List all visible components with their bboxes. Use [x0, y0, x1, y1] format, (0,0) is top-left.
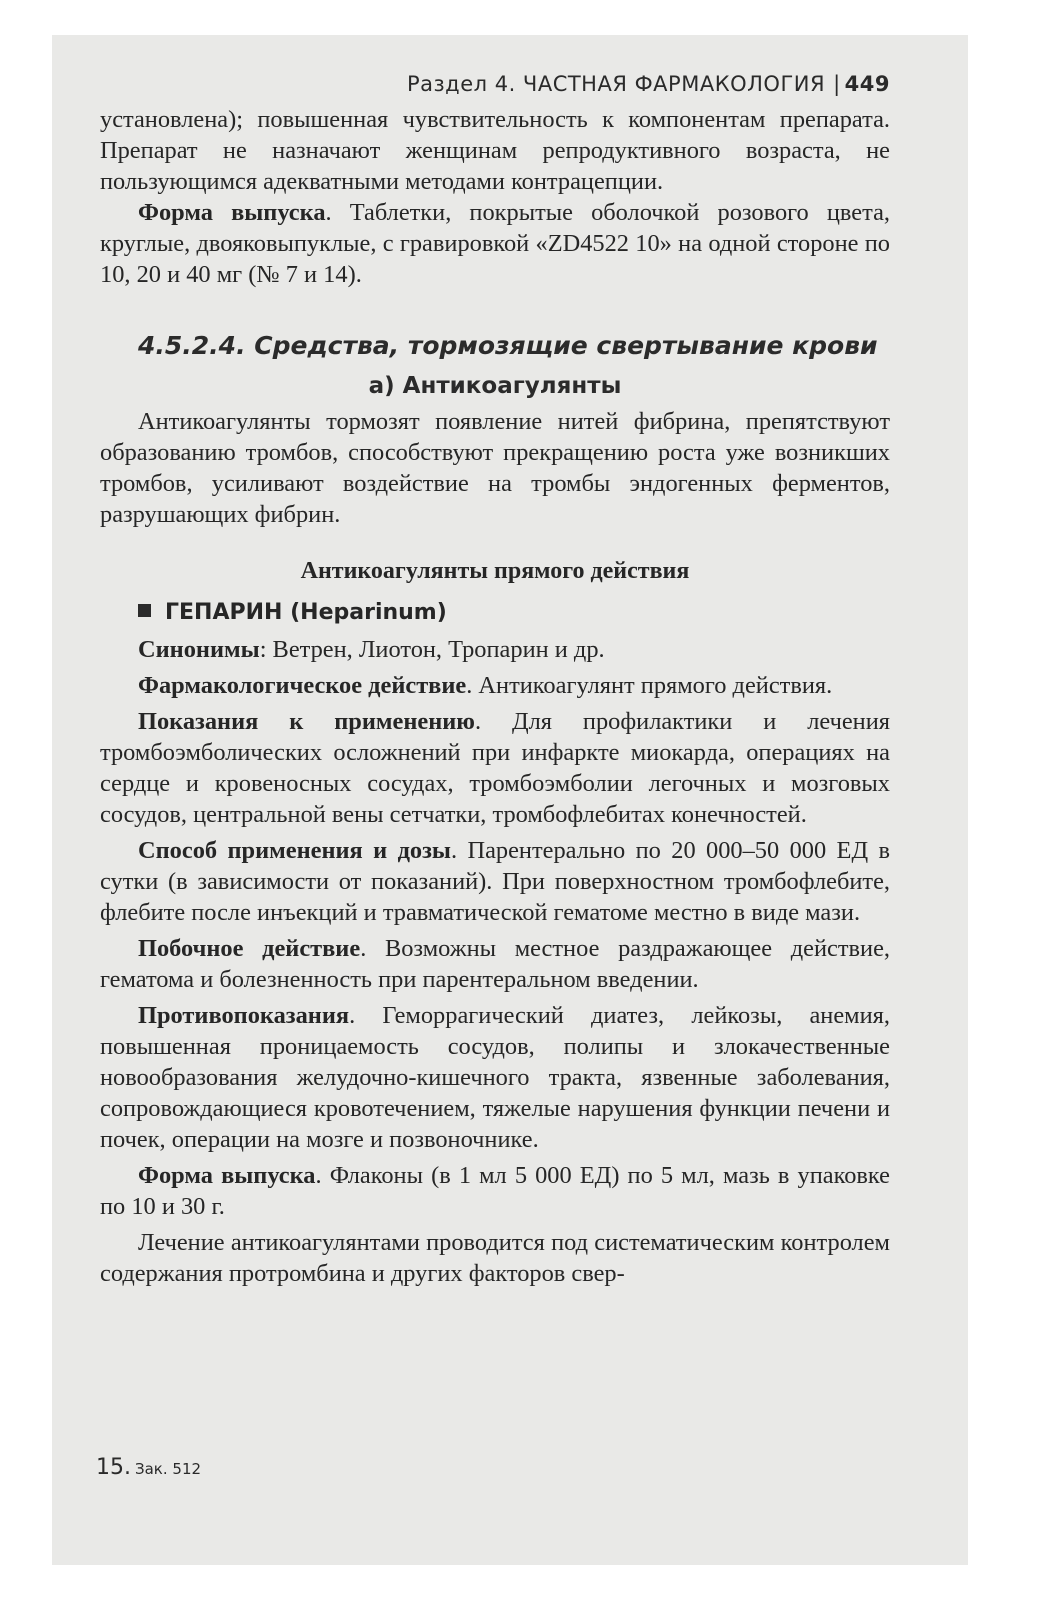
dosage-label: Способ применения и дозы [138, 837, 451, 864]
indications-text: . Для профилактики и лечения тромбоэмболических осложнений при инфаркте миокарда, операциях на сердце и кровеносных сосудах, тромбоэмболии легочных и мозговых сосудов, центральной вены сетчатки, тромбофлебитах конечностей. [100, 708, 890, 828]
dosage-paragraph [100, 835, 890, 928]
drug-form-label: Форма выпуска [138, 1162, 316, 1189]
closing-paragraph: Лечение антикоагулянтами проводится под систематическим контролем содержания протромбина и других факторов свер- [100, 1229, 890, 1287]
action-paragraph [100, 670, 890, 701]
running-header [100, 70, 890, 98]
intro-form-text: . Таблетки, покрытые оболочкой розового цвета, круглые, двояковыпуклые, с гравировкой «ZD4522 10» на одной стороне по 10, 20 и 40 мг (№ 7 и 14). [100, 199, 890, 288]
bullet-square-icon [138, 604, 151, 617]
page-content [100, 70, 890, 1289]
drug-form-text: . Флаконы (в 1 мл 5 000 ЕД) по 5 мл, мазь в упаковке по 10 и 30 г. [100, 1162, 890, 1220]
synonyms-text: : Ветрен, Лиотон, Тропарин и др. [259, 636, 605, 663]
dosage-text: . Парентерально по 20 000–50 000 ЕД в сутки (в зависимости от показаний). При поверхностном тромбофлебите, флебите после инъекций и травматической гематоме местно в виде мази. [100, 837, 890, 926]
indications-paragraph [100, 706, 890, 830]
intro-form-paragraph [100, 197, 890, 290]
anticoagulants-paragraph: Антикоагулянты тормозят появление нитей фибрина, препятствуют образованию тромбов, способствуют прекращению роста уже возникших тромбов, усиливают воздействие на тромбы эндогенных ферментов, разрушающих фибрин. [100, 408, 890, 528]
synonyms-label: Синонимы [138, 636, 260, 663]
contraindications-paragraph [100, 1000, 890, 1155]
side-effects-label: Побочное действие [138, 935, 361, 962]
drug-name: ГЕПАРИН [165, 600, 283, 625]
header-separator: | [833, 72, 841, 96]
order-number: Зак. 512 [135, 1460, 202, 1478]
drug-latin-name: (Heparinum) [290, 600, 447, 625]
group-title: Антикоагулянты прямого действия [300, 558, 690, 584]
side-effects-paragraph [100, 933, 890, 995]
contraindications-text: . Геморрагический диатез, лейкозы, анемия, повышенная проницаемость сосудов, полипы и злокачественные новообразования желудочно-кишечного тракта, язвенные заболевания, сопровождающиеся кровотечением, тяжелые нарушения функции печени и почек, операции на мозге и позвоночнике. [100, 1002, 890, 1153]
side-effects-text: . Возможны местное раздражающее действие, гематома и болезненность при парентеральном введении. [100, 935, 890, 993]
intro-form-label: Форма выпуска [138, 199, 326, 226]
page-number: 449 [844, 72, 890, 96]
page-footer [96, 1455, 201, 1480]
contraindications-label: Противопоказания [138, 1002, 350, 1029]
drug-form-paragraph [100, 1160, 890, 1222]
section-title: 4.5.2.4. Средства, тормозящие свертывание крови [138, 331, 878, 360]
action-text: . Антикоагулянт прямого действия. [466, 672, 833, 699]
subsection-title: а) Антикоагулянты [368, 373, 622, 399]
drug-title [138, 597, 890, 628]
action-label: Фармакологическое действие [138, 672, 467, 699]
synonyms-paragraph [100, 634, 890, 665]
signature-mark: 15. [96, 1455, 131, 1480]
intro-continuation: установлена); повышенная чувствительность к компонентам препарата. Препарат не назначают женщинам репродуктивного возраста, не пользующимся адекватными методами контрацепции. [100, 106, 890, 195]
indications-label: Показания к применению [138, 708, 475, 735]
header-section: Раздел 4. ЧАСТНАЯ ФАРМАКОЛОГИЯ [406, 72, 826, 96]
